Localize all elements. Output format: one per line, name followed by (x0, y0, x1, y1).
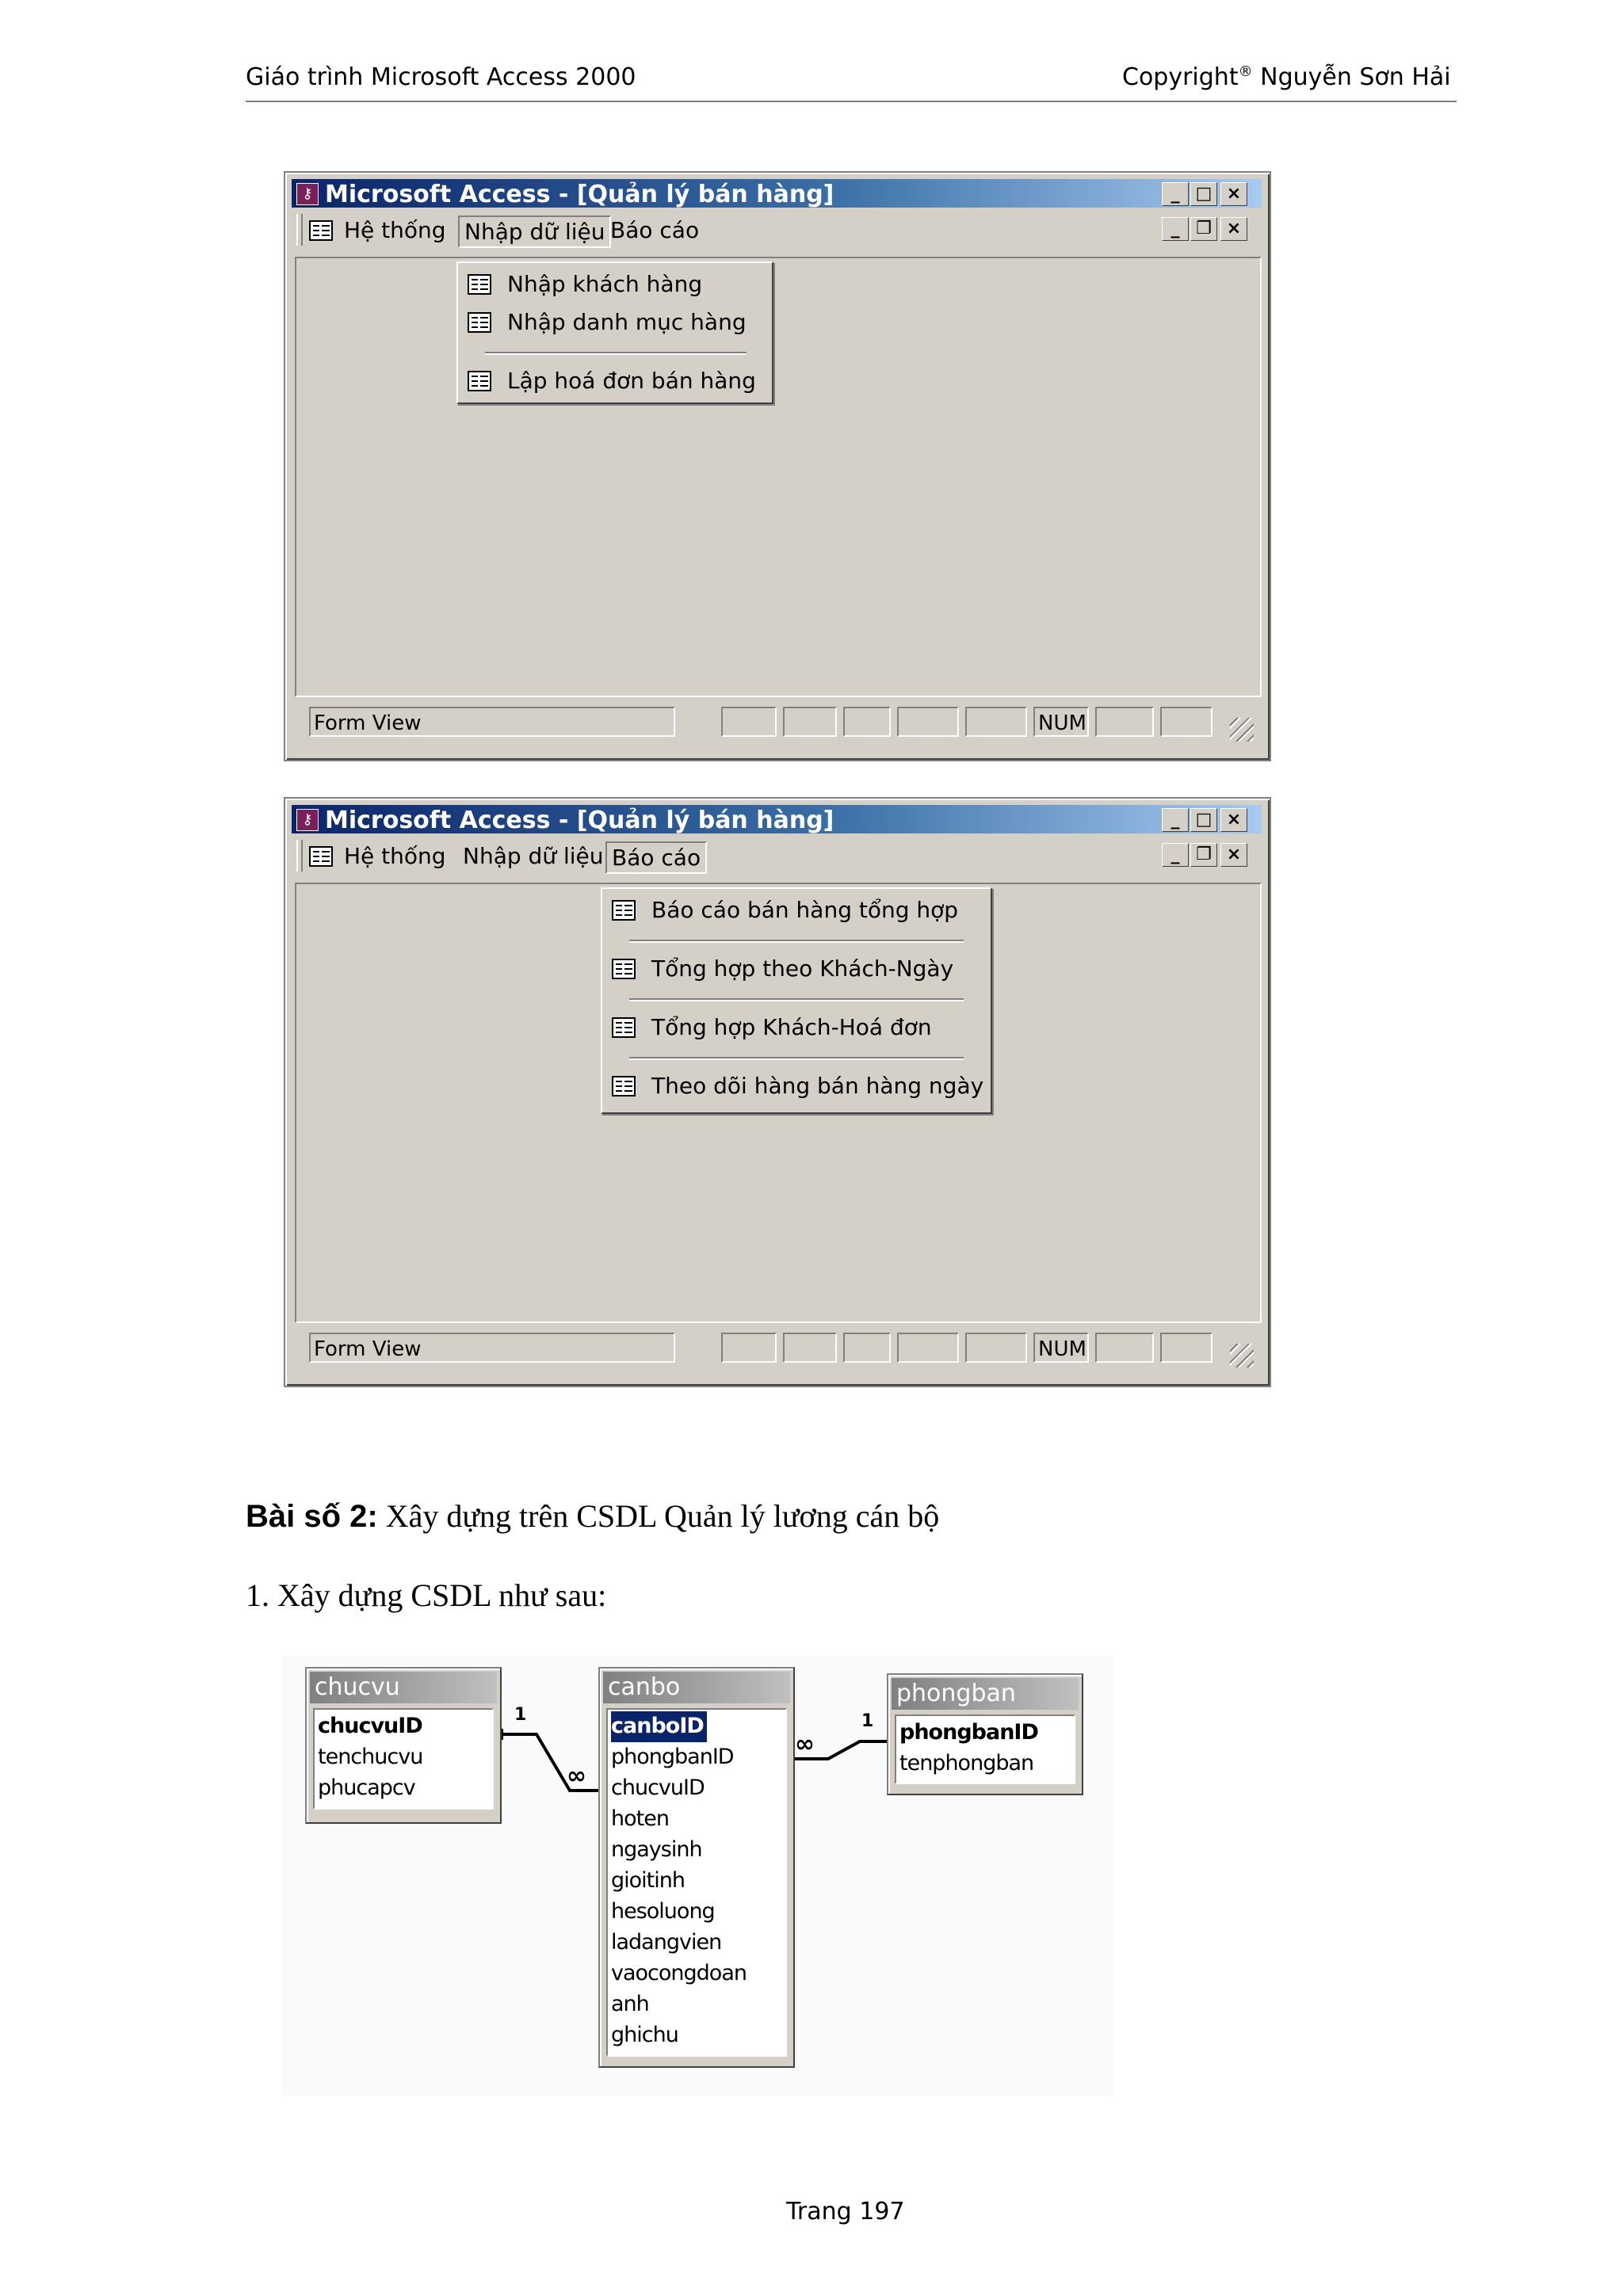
field[interactable]: chucvuID (611, 1775, 705, 1800)
menu-item-bao-cao-tong-hop[interactable] (609, 895, 984, 927)
header-divider (246, 101, 1457, 102)
field-list (606, 1708, 787, 2057)
doc-minimize-button[interactable]: _ (1162, 843, 1189, 867)
menubar-grip[interactable] (296, 840, 303, 871)
relationships-diagram (281, 1656, 1113, 2096)
registered-mark: ® (1238, 63, 1253, 80)
minimize-button[interactable]: _ (1162, 182, 1189, 206)
maximize-button[interactable]: □ (1190, 808, 1217, 832)
minimize-button[interactable]: _ (1162, 808, 1189, 832)
doc-close-button[interactable]: × (1220, 843, 1247, 867)
menu-bao-cao[interactable]: Báo cáo (605, 841, 707, 874)
access-key-icon: ⚷ (296, 809, 319, 831)
status-cell (1095, 707, 1154, 737)
menu-item-nhap-khach-hang[interactable] (464, 269, 766, 301)
menu-bar (292, 209, 1262, 250)
field-primary-key[interactable]: phongbanID (899, 1720, 1038, 1745)
form-icon (612, 959, 636, 979)
menu-separator (629, 940, 964, 943)
resize-grip[interactable] (1230, 1344, 1254, 1367)
field[interactable]: hesoluong (611, 1899, 715, 1924)
field[interactable]: ngaysinh (611, 1837, 702, 1862)
status-cell (897, 1333, 959, 1363)
form-icon (468, 371, 491, 391)
copyright-label: Copyright (1122, 63, 1239, 91)
field-list (895, 1714, 1075, 1784)
menu-nhap-du-lieu[interactable]: Nhập dữ liệu (458, 215, 611, 248)
form-icon (612, 900, 636, 921)
field[interactable]: vaocongdoan (611, 1961, 747, 1985)
table-phongban[interactable] (887, 1673, 1083, 1795)
field[interactable]: ghichu (611, 2023, 678, 2047)
form-icon (612, 1017, 636, 1038)
header-course-title: Giáo trình Microsoft Access 2000 (246, 63, 636, 91)
status-cell (721, 707, 777, 737)
form-icon (468, 274, 491, 295)
status-cell (965, 707, 1027, 737)
doc-close-button[interactable]: × (1220, 217, 1247, 241)
status-cell (1160, 1333, 1212, 1363)
menu-item-label: Báo cáo bán hàng tổng hợp (651, 897, 959, 923)
close-button[interactable]: × (1220, 808, 1247, 832)
table-title[interactable]: canbo (603, 1672, 790, 1703)
status-cell (721, 1333, 777, 1363)
dropdown-bao-cao (601, 887, 992, 1114)
status-cell (843, 707, 891, 737)
status-cell (783, 1333, 837, 1363)
access-window-data-entry (284, 171, 1271, 761)
field[interactable]: ladangvien (611, 1930, 722, 1955)
doc-minimize-button[interactable]: _ (1162, 217, 1189, 241)
menubar-grip[interactable] (296, 214, 303, 246)
title-bar (292, 179, 1262, 208)
author-name: Nguyễn Sơn Hải (1260, 63, 1451, 91)
status-cell (897, 707, 959, 737)
menu-item-label: Tổng hợp theo Khách-Ngày (651, 955, 954, 982)
status-cell (1160, 707, 1212, 737)
menu-item-theo-doi-hang-ban[interactable] (609, 1071, 984, 1103)
page-number: Trang 197 (786, 2198, 905, 2225)
relation-many-label: ∞ (795, 1730, 815, 1758)
menu-nhap-du-lieu[interactable]: Nhập dữ liệu (463, 843, 604, 869)
window-title: Microsoft Access - [Quản lý bán hàng] (325, 181, 834, 208)
field-primary-key-selected[interactable]: canboID (611, 1711, 707, 1742)
status-cell (965, 1333, 1027, 1363)
status-bar (295, 1326, 1258, 1374)
form-icon[interactable] (309, 220, 333, 241)
table-title[interactable]: chucvu (310, 1672, 497, 1703)
field[interactable]: gioitinh (611, 1868, 685, 1893)
status-cell (843, 1333, 891, 1363)
form-icon[interactable] (309, 846, 333, 867)
field[interactable]: hoten (611, 1806, 669, 1831)
menu-separator (629, 1057, 964, 1060)
menu-bao-cao[interactable]: Báo cáo (610, 217, 700, 243)
field-list (313, 1708, 494, 1810)
status-form-view: Form View (309, 707, 675, 737)
header-copyright (1122, 63, 1451, 91)
menu-item-label: Lập hoá đơn bán hàng (507, 368, 756, 394)
status-num: NUM (1033, 707, 1089, 737)
menu-bar (292, 835, 1262, 876)
close-button[interactable]: × (1220, 182, 1247, 206)
title-bar (292, 805, 1262, 833)
menu-item-nhap-danh-muc-hang[interactable] (464, 307, 766, 339)
field-primary-key[interactable]: chucvuID (318, 1714, 422, 1738)
relation-one-label: 1 (514, 1705, 527, 1725)
field[interactable]: tenphongban (899, 1751, 1034, 1775)
doc-restore-button[interactable]: ❐ (1190, 843, 1217, 867)
table-chucvu[interactable] (305, 1667, 502, 1824)
access-window-reports (284, 797, 1271, 1387)
window-title: Microsoft Access - [Quản lý bán hàng] (325, 807, 834, 834)
menu-he-thong[interactable]: Hệ thống (344, 843, 446, 869)
maximize-button[interactable]: □ (1190, 182, 1217, 206)
field[interactable]: tenchucvu (318, 1745, 423, 1769)
resize-grip[interactable] (1230, 718, 1254, 742)
menu-separator (485, 352, 747, 355)
field[interactable]: phongbanID (611, 1745, 734, 1769)
form-icon (468, 312, 491, 333)
menu-item-label: Theo dõi hàng bán hàng ngày (651, 1073, 984, 1099)
status-cell (1095, 1333, 1154, 1363)
step-1-text: 1. Xây dựng CSDL như sau: (246, 1577, 607, 1613)
doc-restore-button[interactable]: ❐ (1190, 217, 1217, 241)
relation-one-label: 1 (861, 1711, 874, 1731)
dropdown-nhap-du-lieu (456, 261, 773, 404)
field[interactable]: anh (611, 1992, 649, 2016)
menu-separator (629, 998, 964, 1001)
menu-item-label: Tổng hợp Khách-Hoá đơn (651, 1014, 932, 1040)
menu-item-label: Nhập khách hàng (507, 271, 703, 297)
table-canbo[interactable] (598, 1667, 795, 2068)
status-cell (783, 707, 837, 737)
exercise-title: Xây dựng trên CSDL Quản lý lương cán bộ (377, 1498, 940, 1534)
table-title[interactable]: phongban (892, 1678, 1079, 1710)
menu-item-tong-hop-khach-hoa-don[interactable] (609, 1013, 984, 1044)
status-num: NUM (1033, 1333, 1089, 1363)
form-icon (612, 1076, 636, 1097)
menu-item-label: Nhập danh mục hàng (507, 309, 747, 335)
status-bar (295, 700, 1258, 748)
exercise-heading (246, 1497, 939, 1535)
status-form-view: Form View (309, 1333, 675, 1363)
field[interactable]: phucapcv (318, 1775, 415, 1800)
exercise-label: Bài số 2: (246, 1499, 378, 1534)
menu-he-thong[interactable]: Hệ thống (344, 217, 446, 243)
mdi-client-area (295, 257, 1262, 697)
menu-item-lap-hoa-don[interactable] (464, 366, 766, 398)
access-key-icon: ⚷ (296, 183, 319, 205)
menu-item-tong-hop-khach-ngay[interactable] (609, 954, 984, 986)
relation-many-label: ∞ (567, 1762, 586, 1790)
